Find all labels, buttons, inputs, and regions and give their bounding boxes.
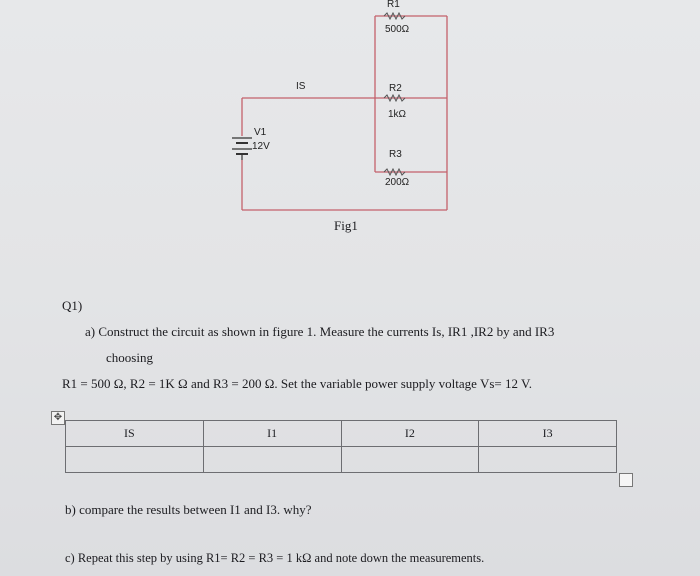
battery-symbol	[232, 138, 252, 160]
r1-name: R1	[387, 0, 400, 10]
cell-is[interactable]	[66, 447, 204, 473]
question-number: Q1)	[62, 298, 83, 313]
move-icon: ✥	[53, 412, 63, 423]
header-is[interactable]: IS	[66, 421, 204, 447]
figure-caption: Fig1	[334, 218, 358, 233]
r3-name: R3	[389, 149, 402, 160]
part-c: c) Repeat this step by using R1= R2 = R3 = 1 kΩ and note down the measurements.	[65, 551, 485, 565]
results-table	[65, 420, 617, 473]
cell-i1[interactable]	[203, 447, 341, 473]
header-i2[interactable]: I2	[341, 421, 479, 447]
header-i3[interactable]: I3	[479, 421, 617, 447]
part-a-line2: choosing	[106, 350, 153, 365]
current-label-is: IS	[296, 81, 306, 92]
source-name: V1	[254, 127, 267, 138]
table-resize-handle[interactable]	[619, 473, 633, 487]
header-i1[interactable]: I1	[203, 421, 341, 447]
cell-i2[interactable]	[341, 447, 479, 473]
r2-value: 1kΩ	[388, 109, 407, 120]
table-row	[66, 421, 617, 447]
table-move-handle[interactable]	[51, 411, 65, 425]
resistor-values-line: R1 = 500 Ω, R2 = 1K Ω and R3 = 200 Ω. Set the variable power supply voltage Vs= 12 V.	[62, 376, 532, 391]
r2-name: R2	[389, 83, 402, 94]
source-value: 12V	[252, 141, 270, 152]
part-a-line1: a) Construct the circuit as shown in figure 1. Measure the currents Is, IR1 ,IR2 by and IR3	[85, 324, 555, 339]
table-row	[66, 447, 617, 473]
part-b: b) compare the results between I1 and I3. why?	[65, 502, 312, 517]
r3-value: 200Ω	[385, 177, 410, 188]
cell-i3[interactable]	[479, 447, 617, 473]
r1-value: 500Ω	[385, 24, 410, 35]
